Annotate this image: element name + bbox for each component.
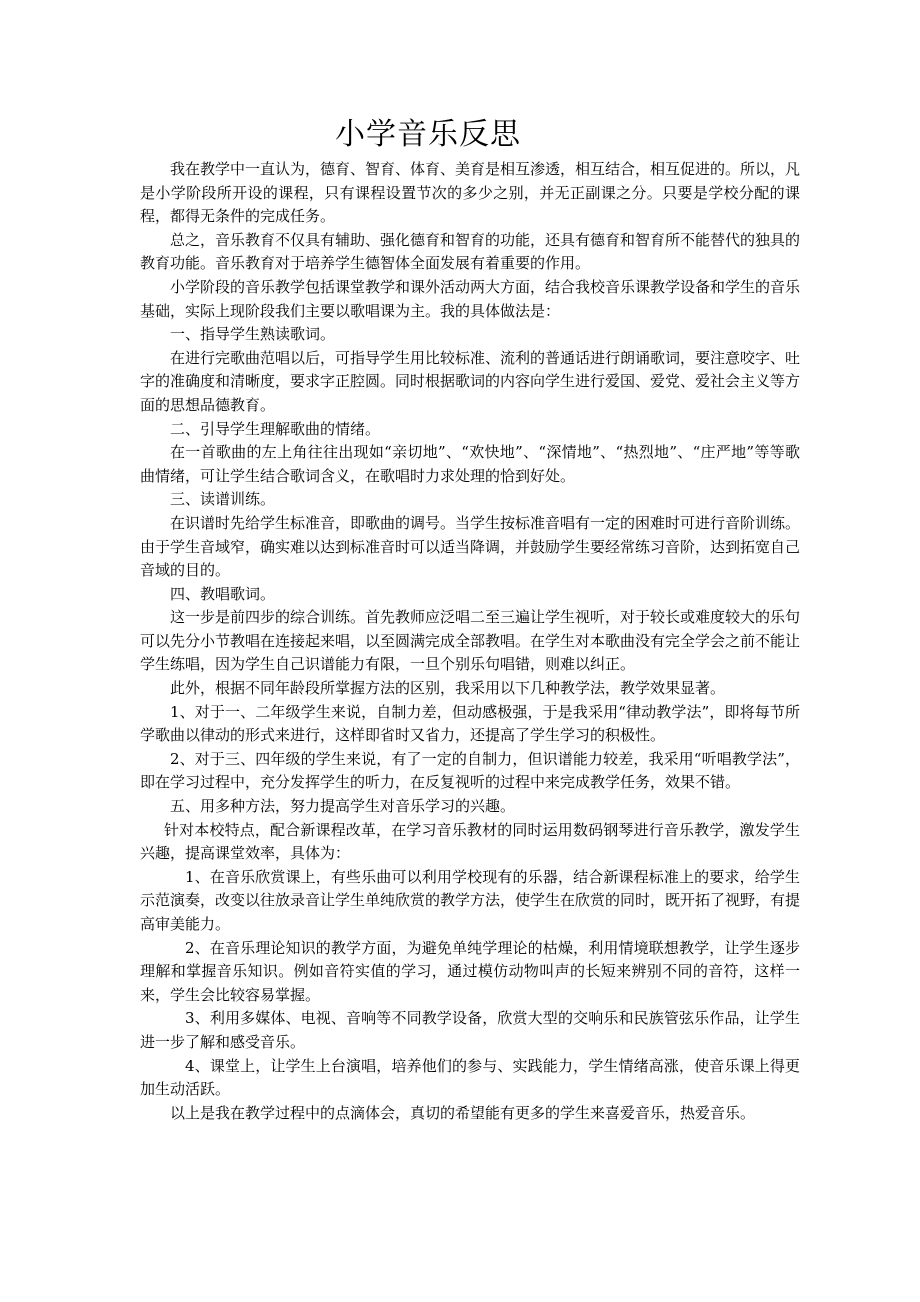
paragraph-9: 针对本校特点，配合新课程改革，在学习音乐教材的同时运用数码钢琴进行音乐教学，激发学生兴趣，提高课堂效率，具体为： [140,820,800,863]
paragraph-3: 小学阶段的音乐教学包括课堂教学和课外活动两大方面，结合我校音乐课教学设备和学生的音乐基础，实际上现阶段我们主要以歌唱课为主。我的具体做法是： [140,277,801,320]
paragraph-5: 在一首歌曲的左上角往往出现如“亲切地”、“欢快地”、“深情地”、“热烈地”、“庄严地”等等歌曲情绪，可让学生结合歌词含义，在歌唱时力求处理的恰到好处。 [140,443,800,485]
section-heading-3: 三、读谱训练。 [170,490,276,509]
section-heading-2: 二、引导学生理解歌曲的情绪。 [170,419,381,438]
list-item-5: 3、利用多媒体、电视、音响等不同教学设备，欣赏大型的交响乐和民族管弦乐作品，让学生进一步了解和感受音乐。 [140,1009,800,1051]
paragraph-7: 这一步是前四步的综合训练。首先教师应泛唱二至三遍让学生视听，对于较长或难度较大的乐句可以先分小节教唱在连接起来唱，以至圆满完成全部教唱。在学生对本歌曲没有完全学会之前不能让学生练唱，因为学生自己识谱能力有限，一旦个别乐句唱错，则难以纠正。 [140,608,801,674]
paragraph-1: 我在教学中一直认为，德育、智育、体育、美育是相互渗透，相互结合，相互促进的。所以，凡是小学阶段所开设的课程，只有课程设置节次的多少之别，并无正副课之分。只要是学校分配的课程，都得无条件的完成任务。 [140,160,801,226]
document-title: 小学音乐反思 [335,117,521,152]
list-item-1: 1、对于一、二年级学生来说，自制力差，但动感极强，于是我采用“律动教学法”，即将每节所学歌曲以律动的形式来进行，这样即省时又省力，还提高了学生学习的积极性。 [140,702,800,745]
list-item-6: 4、课堂上，让学生上台演唱，培养他们的参与、实践能力，学生情绪高涨，使音乐课上得更加生动活跃。 [140,1056,800,1099]
paragraph-10: 以上是我在教学过程中的点滴体会，真切的希望能有更多的学生来喜爱音乐，热爱音乐。 [170,1103,756,1122]
section-heading-5: 五、用多种方法，努力提高学生对音乐学习的兴趣。 [170,797,516,816]
list-item-2: 2、对于三、四年级的学生来说，有了一定的自制力，但识谱能力较差，我采用“听唱教学法”，即在学习过程中，充分发挥学生的听力，在反复视听的过程中来完成教学任务，效果不错。 [140,749,800,792]
paragraph-4: 在进行完歌曲范唱以后，可指导学生用比较标准、流利的普通话进行朗诵歌词，要注意咬字、吐字的准确度和清晰度，要求字正腔圆。同时根据歌词的内容向学生进行爱国、爱党、爱社会主义等方面的思想品德教育。 [140,348,801,414]
paragraph-2: 总之，音乐教育不仅具有辅助、强化德育和智育的功能，还具有德育和智育所不能替代的独具的教育功能。音乐教育对于培养学生德智体全面发展有着重要的作用。 [140,230,801,273]
section-heading-1: 一、指导学生熟读歌词。 [170,325,336,344]
list-item-4: 2、在音乐理论知识的教学方面，为避免单纯学理论的枯燥，利用情境联想教学，让学生逐步理解和掌握音乐知识。例如音符实值的学习，通过模仿动物叫声的长短来辨别不同的音符，这样一来，学生会比较容易掌握。 [140,938,800,1004]
section-heading-4: 四、教唱歌词。 [170,584,276,603]
list-item-3: 1、在音乐欣赏课上，有些乐曲可以利用学校现有的乐器，结合新课程标准上的要求，给学生示范演奏，改变以往放录音让学生单纯欣赏的教学方法，使学生在欣赏的同时，既开拓了视野，有提高审美能力。 [140,867,801,933]
paragraph-6: 在识谱时先给学生标准音，即歌曲的调号。当学生按标准音唱有一定的困难时可进行音阶训练。由于学生音域窄，确实难以达到标准音时可以适当降调，并鼓励学生要经常练习音阶，达到拓宽自己音域的目的。 [140,513,801,580]
paragraph-8: 此外，根据不同年龄段所掌握方法的区别，我采用以下几种教学法，教学效果显著。 [170,679,726,698]
document-body [140,158,800,1125]
